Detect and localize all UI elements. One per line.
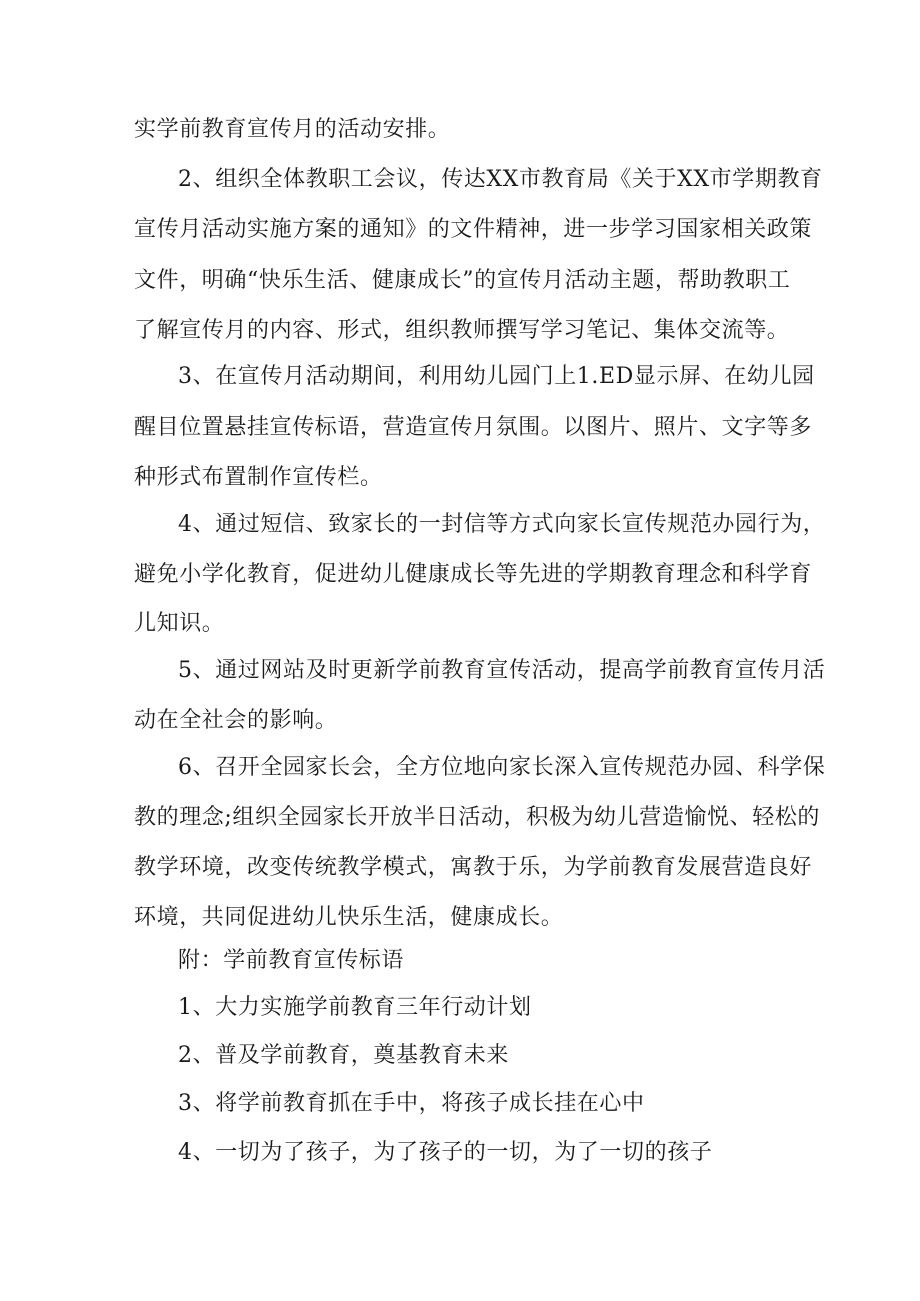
paragraph-line: 2、组织全体教职工会议，传达XX市教育局《关于XX市学期教育 <box>178 167 823 192</box>
slogan-item: 4、一切为了孩子，为了孩子的一切，为了一切的孩子 <box>178 1140 713 1165</box>
appendix-heading: 附：学前教育宣传标语 <box>178 948 405 973</box>
paragraph-line: 避免小学化教育，促进幼儿健康成长等先进的学期教育理念和科学育 <box>134 562 813 587</box>
paragraph-line: 动在全社会的影响。 <box>134 708 338 733</box>
paragraph-line: 文件，明确“快乐生活、健康成长”的宣传月活动主题，帮助教职工 <box>134 268 791 293</box>
paragraph-line: 3、在宣传月活动期间，利用幼儿园门上1.ED显示屏、在幼儿园 <box>178 364 815 389</box>
slogan-item: 1、大力实施学前教育三年行动计划 <box>178 995 532 1020</box>
paragraph-line: 5、通过网站及时更新学前教育宣传活动，提高学前教育宣传月活 <box>178 658 826 683</box>
paragraph-line: 环境，共同促进幼儿快乐生活，健康成长。 <box>134 905 564 930</box>
paragraph-line: 实学前教育宣传月的活动安排。 <box>134 117 451 142</box>
paragraph-line: 了解宣传月的内容、形式，组织教师撰写学习笔记、集体交流等。 <box>134 318 790 343</box>
paragraph-line: 教的理念;组织全园家长开放半日活动，积极为幼儿营造愉悦、轻松的 <box>134 805 821 830</box>
paragraph-line: 宣传月活动实施方案的通知》的文件精神，进一步学习国家相关政策 <box>134 217 813 242</box>
paragraph-line: 儿知识。 <box>134 611 225 636</box>
paragraph-line: 醒目位置悬挂宣传标语，营造宣传月氛围。以图片、照片、文字等多 <box>134 415 813 440</box>
paragraph-line: 教学环境，改变传统教学模式，寓教于乐，为学前教育发展营造良好 <box>134 855 813 880</box>
paragraph-line: 4、通过短信、致家长的一封信等方式向家长宣传规范办园行为， <box>178 512 826 537</box>
paragraph-line: 6、召开全园家长会，全方位地向家长深入宣传规范办园、科学保 <box>178 755 826 780</box>
paragraph-line: 种形式布置制作宣传栏。 <box>134 465 383 490</box>
slogan-item: 3、将学前教育抓在手中，将孩子成长挂在心中 <box>178 1091 645 1116</box>
slogan-item: 2、普及学前教育，奠基教育未来 <box>178 1043 509 1068</box>
